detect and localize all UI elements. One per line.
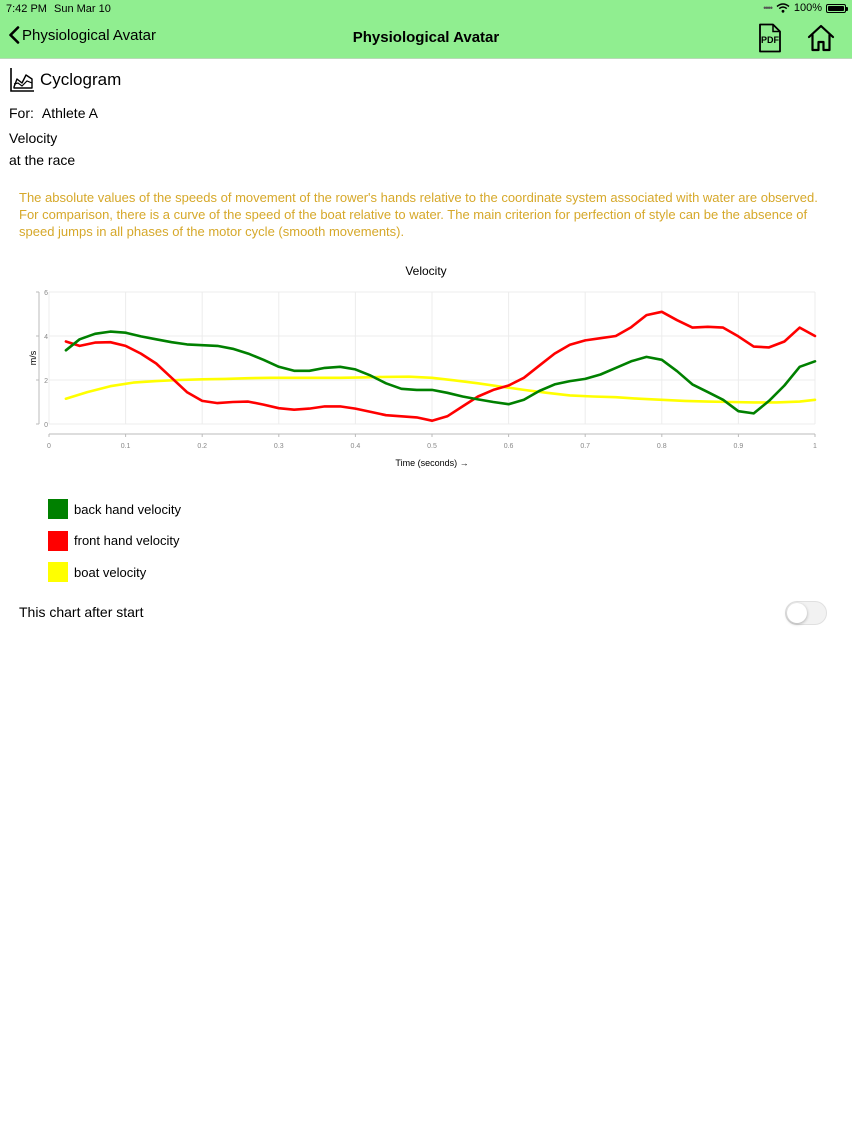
cyclogram-icon: [9, 67, 35, 93]
y-tick-label: 2: [44, 378, 48, 385]
wifi-icon: [776, 3, 790, 13]
legend-label: back hand velocity: [74, 501, 181, 517]
status-time: 7:42 PM: [6, 3, 47, 15]
legend-swatch: [48, 531, 68, 551]
page-title: Cyclogram: [40, 70, 122, 89]
after-start-toggle[interactable]: [785, 601, 827, 625]
y-tick-label: 4: [44, 334, 48, 341]
home-button[interactable]: [806, 23, 836, 53]
legend-item-back-hand: [48, 498, 181, 520]
velocity-chart: [0, 258, 852, 478]
front-hand-velocity-line: [66, 312, 815, 421]
chart-description: The absolute values of the speeds of movement of the rower's hands relative to the coordinate system associated with water are observed. For comparison, there is a curve of the speed of the boat relative to water. The main criterion for perfection of style can be the absence of speed jumps in all phases of the motor cycle (smooth movements).: [19, 190, 818, 239]
back-button-label: Physiological Avatar: [22, 26, 156, 44]
x-tick-label: 0.1: [120, 443, 131, 450]
status-right: [763, 2, 846, 14]
x-tick-label: 0.4: [350, 443, 361, 450]
x-tick-label: 0.5: [427, 443, 437, 450]
home-icon: [806, 23, 836, 53]
x-tick-label: 0.7: [580, 443, 591, 450]
nav-title: Physiological Avatar: [352, 29, 500, 46]
pdf-icon: [756, 23, 784, 53]
legend-item-front-hand: [48, 530, 181, 552]
metric-context: at the race: [9, 152, 76, 168]
battery-percent: 100%: [793, 2, 822, 14]
legend-swatch: [48, 499, 68, 519]
after-start-row: [19, 601, 827, 625]
chart-title: Velocity: [405, 264, 447, 278]
x-tick-label: 0.8: [656, 443, 667, 450]
after-start-label: This chart after start: [19, 604, 144, 620]
legend-swatch: [48, 562, 68, 582]
athlete-line: [9, 105, 98, 121]
y-tick-label: 6: [44, 290, 48, 297]
x-tick-label: 0.6: [503, 443, 514, 450]
pdf-button[interactable]: [756, 23, 784, 53]
status-date: Sun Mar 10: [54, 3, 111, 15]
y-axis-label: m/s: [28, 350, 38, 366]
x-tick-label: 0.3: [273, 443, 284, 450]
status-bar: [0, 0, 852, 18]
chart-legend: [48, 498, 181, 593]
x-tick-label: 0.9: [733, 443, 744, 450]
legend-label: boat velocity: [74, 564, 147, 580]
for-label: For:: [9, 105, 34, 121]
x-tick-label: 1: [813, 443, 817, 450]
battery-icon: [826, 4, 846, 13]
toggle-knob: [787, 603, 807, 623]
y-tick-label: 0: [44, 422, 48, 429]
pdf-icon-text: PDF: [761, 35, 779, 45]
x-tick-label: 0.2: [197, 443, 208, 450]
navigation-bar: [0, 18, 852, 59]
x-tick-label: 0: [47, 443, 51, 450]
dots-icon: ••••: [763, 3, 772, 13]
legend-item-boat: [48, 561, 181, 583]
legend-label: front hand velocity: [74, 533, 180, 548]
page-heading: [9, 67, 121, 93]
athlete-name: Athlete A: [41, 105, 98, 121]
metric-name: Velocity: [9, 130, 58, 146]
x-axis-label: Time (seconds) →: [395, 458, 469, 468]
